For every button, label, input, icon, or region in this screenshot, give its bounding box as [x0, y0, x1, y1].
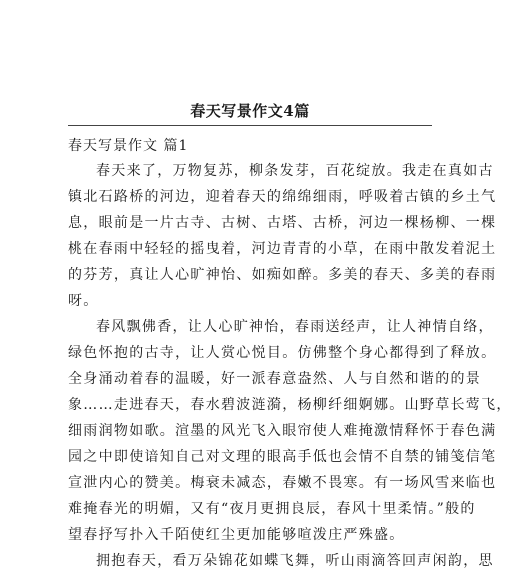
document-title: 春天写景作文4篇	[190, 102, 310, 120]
paragraph-line: 拥抱春天，看万朵锦花如蝶飞舞，听山雨滴答回声闲韵，思	[96, 553, 494, 569]
paragraph-line: 象……走进春天，春水碧波涟漪，杨柳纤细婀娜。山野草长莺飞，	[68, 397, 512, 413]
paragraph-line: 难掩春光的明媚，又有“夜月更拥良辰，春风十里柔情。”般的	[68, 501, 476, 517]
paragraph-line: 呀。	[68, 293, 99, 309]
title-divider	[68, 125, 432, 126]
paragraph-line: 望春抒写扑入千陌使红尘更加能够喧泼庄严殊盛。	[68, 527, 405, 543]
paragraph-line: 桃在春雨中轻轻的摇曳着，河边青青的小草，在雨中散发着泥土	[68, 241, 497, 257]
paragraph-line: 春天来了，万物复苏，柳条发芽，百花绽放。我走在真如古	[96, 163, 494, 179]
paragraph-line: 镇北石路桥的河边，迎着春天的绵绵细雨，呼吸着古镇的乡土气	[68, 189, 497, 205]
paragraph-line: 宣泄内心的赞美。梅衰未减态，春嫩不畏寒。有一场风雪来临也	[68, 475, 497, 491]
paragraph-line: 全身涌动着春的温暖，好一派春意盎然、人与自然和谐的的景	[68, 371, 482, 387]
paragraph-line: 息，眼前是一片古寺、古树、古塔、古桥，河边一棵杨柳、一棵	[68, 215, 497, 231]
section-heading: 春天写景作文 篇1	[68, 138, 189, 154]
paragraph-line: 园之中即使谙知自己对文理的眼高手低也会情不自禁的铺笺信笔	[68, 449, 497, 465]
paragraph-line: 春风飘佛香，让人心旷神怡，春雨送经声，让人神情自络，	[96, 319, 494, 335]
paragraph-line: 细雨润物如歌。渲墨的风光飞入眼帘使人难掩激情释怀于春色满	[68, 423, 497, 439]
paragraph-line: 的芬芳，真让人心旷神怡、如痴如醉。多美的春天、多美的春雨	[68, 267, 497, 283]
paragraph-line: 绿色怀抱的古寺，让人赏心悦目。仿佛整个身心都得到了释放。	[68, 345, 497, 361]
